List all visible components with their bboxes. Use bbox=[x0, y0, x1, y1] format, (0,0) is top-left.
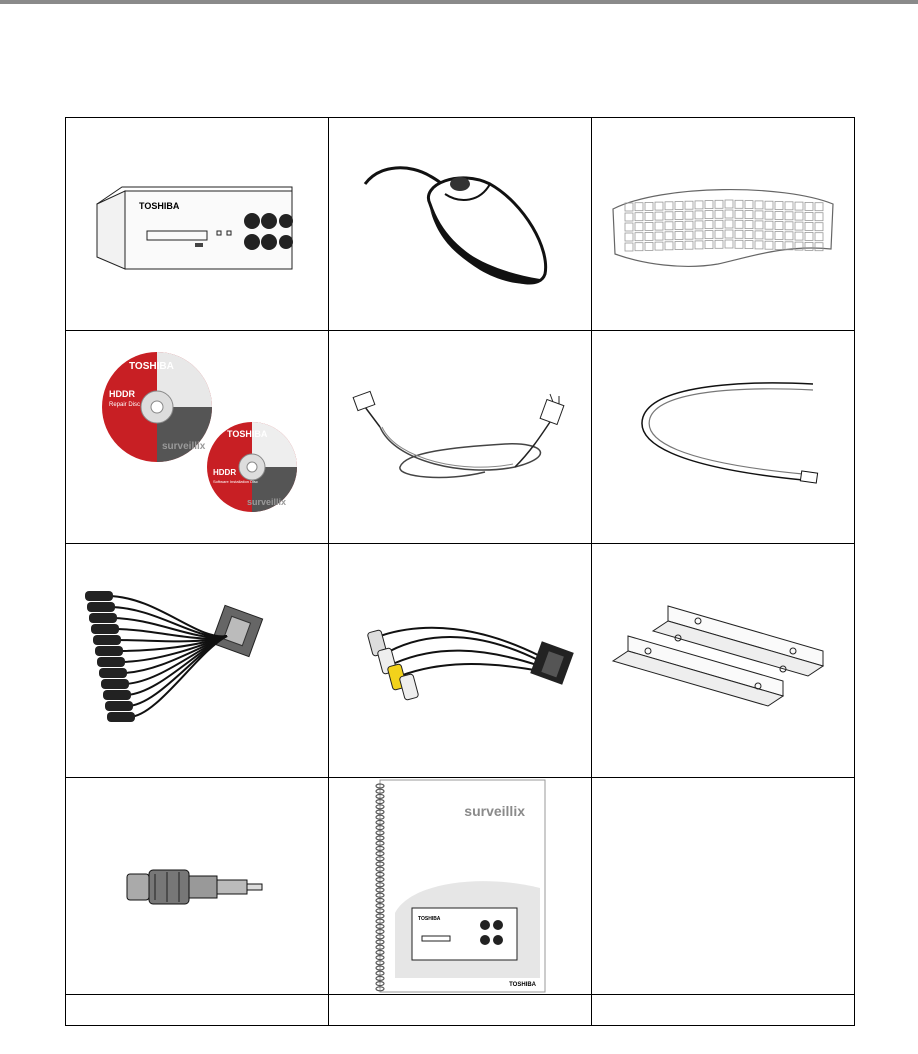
disc2-subtitle: Software Installation Disc bbox=[213, 479, 258, 484]
brackets-cell bbox=[592, 544, 855, 778]
disc1-brand: TOSHIBA bbox=[129, 361, 174, 372]
disc1-product: surveillix bbox=[162, 441, 206, 452]
disc2-title: HDDR bbox=[213, 468, 237, 477]
dvr-cell bbox=[66, 118, 329, 331]
disc2-product: surveillix bbox=[247, 497, 287, 507]
power-cord-cell bbox=[329, 331, 592, 544]
disc-2 bbox=[207, 422, 297, 512]
discs-icon bbox=[77, 347, 317, 527]
disc-1 bbox=[102, 352, 212, 462]
av-cable-cell bbox=[329, 544, 592, 778]
footer-cell-1 bbox=[66, 995, 329, 1026]
manual-cell bbox=[329, 778, 592, 995]
manual-dvr-brand: TOSHIBA bbox=[418, 916, 441, 922]
manual-product-logo: surveillix bbox=[464, 803, 525, 819]
disc1-title: HDDR bbox=[109, 389, 135, 399]
bnc-harness-icon bbox=[77, 581, 317, 741]
manual-brand: TOSHIBA bbox=[509, 982, 536, 988]
adapter-cell bbox=[66, 778, 329, 995]
keyboard-cell bbox=[592, 118, 855, 331]
adapter-icon bbox=[117, 856, 277, 916]
discs-cell bbox=[66, 331, 329, 544]
keyboard-icon bbox=[603, 164, 843, 284]
mouse-cell bbox=[329, 118, 592, 331]
bnc-harness-cell bbox=[66, 544, 329, 778]
dvr-icon bbox=[77, 169, 317, 279]
disc1-subtitle: Repair Disc bbox=[109, 402, 141, 408]
empty-cell bbox=[592, 778, 855, 995]
manual-icon bbox=[370, 778, 550, 994]
mouse-icon bbox=[350, 154, 570, 294]
av-cable-icon bbox=[340, 591, 580, 731]
brackets-icon bbox=[608, 596, 838, 726]
footer-cell-2 bbox=[329, 995, 592, 1026]
cable-cell bbox=[592, 331, 855, 544]
disc2-brand: TOSHIBA bbox=[227, 429, 268, 439]
top-rule bbox=[0, 0, 918, 4]
dvr-brand-label: TOSHIBA bbox=[139, 201, 180, 211]
cable-icon bbox=[613, 372, 833, 502]
accessories-table bbox=[65, 117, 855, 1026]
footer-cell-3 bbox=[592, 995, 855, 1026]
power-cord-icon bbox=[345, 382, 575, 492]
